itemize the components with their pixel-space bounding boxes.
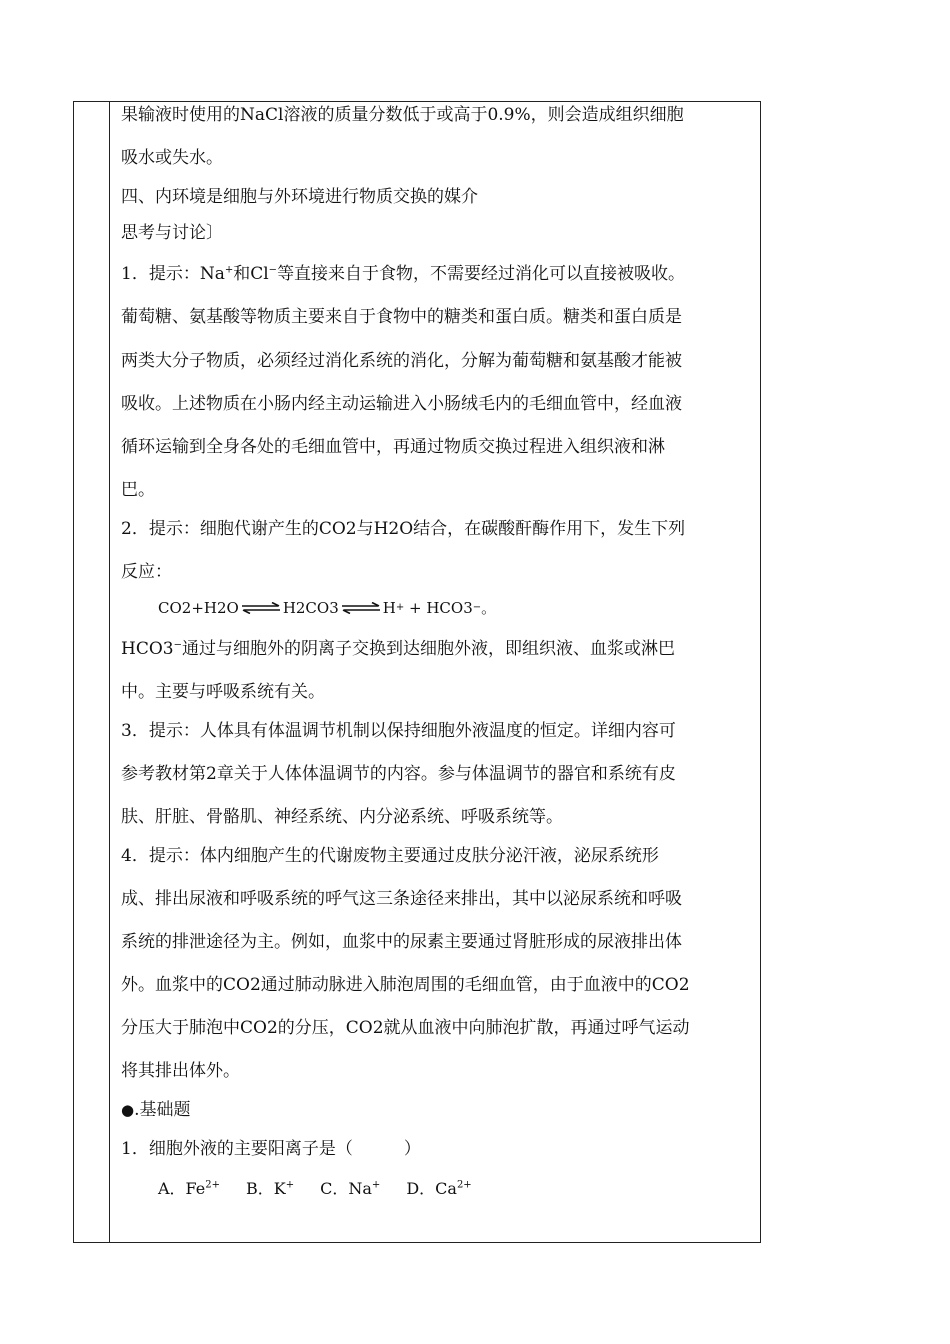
answer-1-first-line: 1．提示：Na+和Cl−等直接来自于食物，不需要经过消化可以直接被吸收。 xyxy=(121,264,686,284)
question-1: 1．细胞外液的主要阳离子是（ ） xyxy=(121,1139,421,1159)
text-line: 循环运输到全身各处的毛细血管中，再通过物质交换过程进入组织液和淋 xyxy=(121,437,665,457)
equilibrium-arrow-icon xyxy=(241,602,281,614)
text-line: 分压大于肺泡中CO2的分压，CO2就从血液中向肺泡扩散，再通过呼气运动 xyxy=(121,1018,690,1038)
section-basic: ●.基础题 xyxy=(121,1100,191,1120)
bullet-icon: ● xyxy=(121,1101,135,1119)
text-line: 参考教材第2章关于人体体温调节的内容。参与体温调节的器官和系统有皮 xyxy=(121,764,676,784)
text-line: 4．提示：体内细胞产生的代谢废物主要通过皮肤分泌汗液，泌尿系统形 xyxy=(121,846,659,866)
section-heading: 四、内环境是细胞与外环境进行物质交换的媒介 xyxy=(121,187,478,207)
text-line: 两类大分子物质，必须经过消化系统的消化，分解为葡萄糖和氨基酸才能被 xyxy=(121,351,682,371)
text-line: 将其排出体外。 xyxy=(121,1061,240,1081)
option-b: B．K+ xyxy=(246,1179,295,1198)
option-c: C．Na+ xyxy=(320,1179,381,1198)
text-line: 中。主要与呼吸系统有关。 xyxy=(121,682,325,702)
text-line: 吸收。上述物质在小肠内经主动运输进入小肠绒毛内的毛细血管中，经血液 xyxy=(121,394,682,414)
text-line: 果输液时使用的NaCl溶液的质量分数低于或高于0.9%，则会造成组织细胞 xyxy=(121,105,684,125)
text-line: 成、排出尿液和呼吸系统的呼气这三条途径来排出，其中以泌尿系统和呼吸 xyxy=(121,889,682,909)
question-1-options xyxy=(158,1179,498,1199)
text-line: 巴。 xyxy=(121,480,155,500)
option-d: D．$Ca^{2+}$ xyxy=(406,1179,472,1198)
text-line: 系统的排泄途径为主。例如，血浆中的尿素主要通过肾脏形成的尿液排出体 xyxy=(121,932,682,952)
column-divider xyxy=(109,102,110,1242)
table-frame xyxy=(73,101,761,1243)
text-line: 3．提示：人体具有体温调节机制以保持细胞外液温度的恒定。详细内容可 xyxy=(121,721,676,741)
text-line: 思考与讨论〕 xyxy=(121,223,223,243)
text-line: 2．提示：细胞代谢产生的CO2与H2O结合，在碳酸酐酶作用下，发生下列 xyxy=(121,519,686,539)
hco3-line: HCO3−通过与细胞外的阴离子交换到达细胞外液，即组织液、血浆或淋巴 xyxy=(121,639,675,659)
reaction-equation: CO2+H2O H2CO3 H + + HCO3 − 。 xyxy=(158,599,497,617)
equilibrium-arrow-icon xyxy=(341,602,381,614)
text-line: 肤、肝脏、骨骼肌、神经系统、内分泌系统、呼吸系统等。 xyxy=(121,807,563,827)
text-line: 反应： xyxy=(121,562,172,582)
text-line: 外。血浆中的CO2通过肺动脉进入肺泡周围的毛细血管，由于血液中的CO2 xyxy=(121,975,690,995)
option-a: A．$Fe^{2+}$ xyxy=(158,1179,221,1198)
text-line: 吸水或失水。 xyxy=(121,148,223,168)
text-line: 葡萄糖、氨基酸等物质主要来自于食物中的糖类和蛋白质。糖类和蛋白质是 xyxy=(121,307,682,327)
